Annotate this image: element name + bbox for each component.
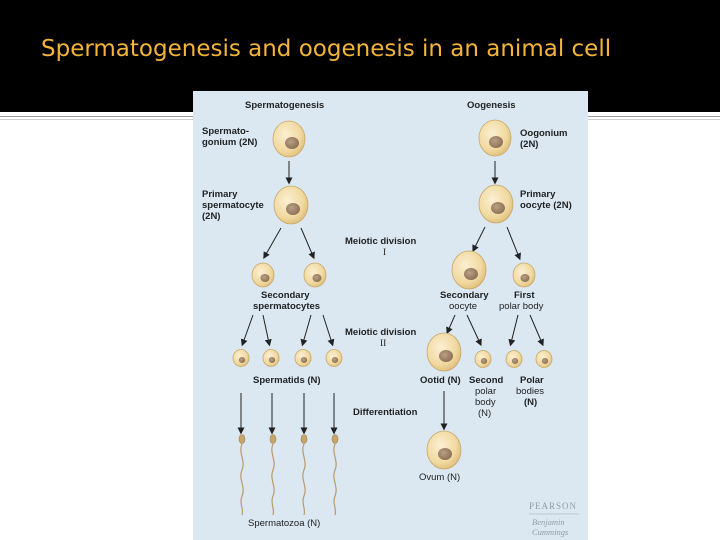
label-polar-bodies-2: bodies <box>516 386 544 397</box>
label-first-polar-body-1: First <box>514 290 535 301</box>
label-second-polar-body-3: body <box>475 397 496 408</box>
label-second-polar-body-1: Second <box>469 375 504 386</box>
label-primary-spermatocyte-1: Primary <box>202 189 238 200</box>
arrow-ss1-to-st1 <box>243 315 253 343</box>
label-spermatogonium-1: Spermato- <box>202 126 249 137</box>
primary-oocyte-cell <box>479 185 513 223</box>
spermatid-cell <box>233 350 249 367</box>
ootid-cell <box>427 333 461 371</box>
spermatozoon <box>332 435 338 516</box>
primary-spermatocyte-cell <box>274 186 308 224</box>
label-second-polar-body-2: polar <box>475 386 497 397</box>
label-ovum: Ovum (N) <box>419 472 461 483</box>
arrow-so-to-ootid <box>448 315 455 331</box>
label-oogonium-2: (2N) <box>520 139 539 150</box>
label-secondary-oocyte-2: oocyte <box>449 301 477 312</box>
label-meiotic-division-2-roman: II <box>380 339 387 349</box>
arrow-po-to-so <box>474 227 485 249</box>
gametogenesis-diagram <box>193 91 588 540</box>
label-first-polar-body-2: polar body <box>499 301 544 312</box>
publisher-imprint-1: Benjamin <box>532 517 565 527</box>
spermatozoon <box>239 435 245 516</box>
label-polar-bodies-3: (N) <box>524 397 538 408</box>
label-oogonium-1: Oogonium <box>520 128 568 139</box>
label-primary-oocyte-1: Primary <box>520 189 556 200</box>
first-polar-body-cell <box>513 263 535 287</box>
arrow-ps-to-ss2 <box>301 228 313 256</box>
label-meiotic-division-2: Meiotic division <box>345 327 417 338</box>
ovum-cell <box>427 431 461 469</box>
spermatid-cell <box>326 350 342 367</box>
arrow-ss2-to-st3 <box>303 315 311 343</box>
label-meiotic-division-1-roman: I <box>383 248 387 258</box>
arrow-pb1-to-pb4 <box>530 315 542 343</box>
label-spermatozoa: Spermatozoa (N) <box>248 518 321 529</box>
arrow-so-to-pb2 <box>467 315 480 343</box>
divider-right-secondary <box>588 119 720 120</box>
secondary-spermatocyte-cell <box>304 263 326 287</box>
label-spermatogonium-2: gonium (2N) <box>202 137 258 148</box>
label-ootid: Ootid (N) <box>420 375 461 386</box>
label-primary-oocyte-2: oocyte (2N) <box>520 200 572 211</box>
arrow-ps-to-ss1 <box>265 228 281 256</box>
polar-body-cell <box>536 351 552 368</box>
spermatid-cell <box>263 350 279 367</box>
spermatid-cell <box>295 350 311 367</box>
gametogenesis-figure <box>193 91 588 540</box>
divider-left <box>0 116 193 117</box>
publisher-name: PEARSON <box>529 501 578 511</box>
arrow-ss1-to-st2 <box>263 315 269 343</box>
label-spermatids: Spermatids (N) <box>253 375 321 386</box>
label-meiotic-division-1: Meiotic division <box>345 236 417 247</box>
second-polar-body-cell <box>475 351 491 368</box>
label-primary-spermatocyte-3: (2N) <box>202 211 221 222</box>
arrow-po-to-pb1 <box>507 227 519 257</box>
label-secondary-spermatocytes-2: spermatocytes <box>253 301 321 312</box>
slide-title: Spermatogenesis and oogenesis in an animal cell <box>41 36 612 62</box>
secondary-oocyte-cell <box>452 251 486 289</box>
divider-left-secondary <box>0 119 193 120</box>
label-secondary-oocyte-1: Secondary <box>440 290 489 301</box>
heading-spermatogenesis: Spermatogenesis <box>245 100 325 111</box>
publisher-imprint-2: Cummings <box>532 527 569 537</box>
arrow-pb1-to-pb3 <box>511 315 518 343</box>
label-differentiation: Differentiation <box>353 407 418 418</box>
label-secondary-spermatocytes-1: Secondary <box>261 290 310 301</box>
spermatozoon <box>301 435 307 516</box>
secondary-spermatocyte-cell <box>252 263 274 287</box>
label-primary-spermatocyte-2: spermatocyte <box>202 200 264 211</box>
arrow-ss2-to-st4 <box>323 315 332 343</box>
heading-oogenesis: Oogenesis <box>467 100 516 111</box>
label-second-polar-body-4: (N) <box>478 408 492 419</box>
oogonium-cell <box>479 120 511 156</box>
divider-right <box>588 116 720 117</box>
spermatozoon <box>270 435 276 516</box>
spermatogonium-cell <box>273 121 305 157</box>
label-polar-bodies-1: Polar <box>520 375 544 386</box>
polar-body-cell <box>506 351 522 368</box>
